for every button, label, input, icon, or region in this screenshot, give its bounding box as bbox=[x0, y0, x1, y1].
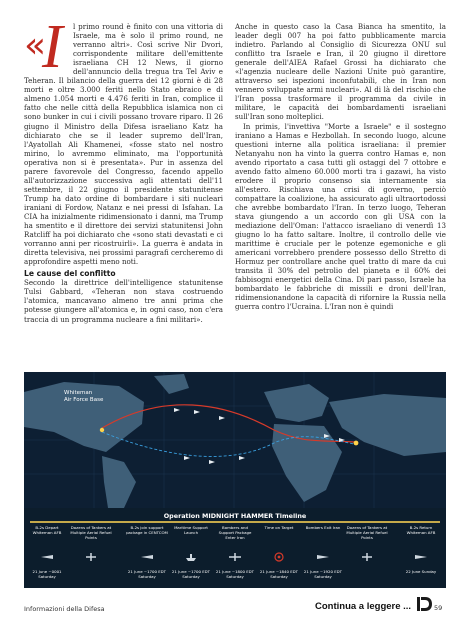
timeline-event: Dozens of Tankers at Multiple Aerial Refuel Points bbox=[346, 525, 388, 540]
article-paragraph: Secondo la direttrice dell'intelligence statunitense Tulsi Gabbard, «Teheran non stava costruendo l'atomica, mancavano almeno tre anni prima che potesse giungere all'atomica e, in ogni caso, non c'era traccia di un programma nucleare a fini militari». bbox=[24, 278, 223, 324]
base-label-text: Whiteman Air Force Base bbox=[64, 390, 104, 403]
article-paragraph: l primo round è finito con una vittoria di Israele, ma è solo il primo round, ne verranno altri». Così scrive Nir Dvori, corrispondente militare dell'emittente israeliana CH 12 News, il giorno dell'annuncio della tregua tra Tel Aviv e Teheran. Il bilancio della guerra dei 12 giorni è di 28 morti e oltre 3.000 feriti nello Stato ebraico e di almeno 1.054 morti e 4.476 feriti in Iran, complice il fatto che nelle città della Repubblica islamica non ci sono bunker in cui i civili possano trovare riparo. Il 26 giugno il Ministro della Difesa israeliano Katz ha dichiarato che se il leader supremo dell'Iran, l'Ayatollah Ali Khamenei, «fosse stato nel nostro mirino, lo avremmo eliminato, ma l'opportunità operativa non si è presentata». Pur in assenza del parere favorevole del Congresso, facendo appello all'autorizzazione successiva agli attentati dell'11 settembre, il 22 giugno il presidente statunitense Trump ha dato ordine di bombardare i siti nucleari iraniani di Fordow, Natanz e nei pressi di Isfahan. La CIA ha inizialmente ridimensionato i danni, ma Trump ha smentito e il direttore dei servizi statunitensi John Ratcliff ha poi dichiarato che «sono stati devastati e ci vorranno anni per ricostruirli». La guerra è andata in diretta televisiva, nei prossimi paragrafi cercheremo di approfondire aspetti meno noti. bbox=[24, 22, 223, 267]
timeline-date: 22 June Sunday bbox=[405, 569, 437, 574]
bomber-icon bbox=[317, 552, 329, 562]
timeline-event: Dozens of Tankers at Multiple Aerial Refuel Points bbox=[70, 525, 112, 540]
timeline-event: B-2s join support package in CENTCOM bbox=[126, 525, 168, 535]
magazine-name: Informazioni della Difesa bbox=[24, 605, 105, 613]
article-paragraph: Anche in questo caso la Casa Bianca ha smentito, la leader degli 007 ha poi fatto pubblicamente marcia indietro. Parlando al Consiglio di Sicurezza ONU sul conflitto tra Israele e Iran, il 20 giugno il direttore generale dell'AIEA Rafael Grossi ha dichiarato che «l'agenzia nucleare delle Nazioni Unite può garantire, attraverso sei ispezioni inconfutabili, che in Iran non vennero sviluppate armi nucleari». Al di là del rischio che l'Iran possa trasformare il programma da civile in militare, le capacità dei bombardamenti israeliani sull'Iran sono molteplici. bbox=[235, 22, 446, 122]
timeline-date: 21 June ~1840 EDT Saturday bbox=[259, 569, 299, 579]
article-right-column bbox=[235, 22, 446, 312]
timeline-event: B-2s Return Whiteman AFB bbox=[406, 525, 436, 535]
article-left-column bbox=[24, 13, 223, 324]
aircraft-icon bbox=[229, 552, 241, 562]
page-number: 59 bbox=[434, 604, 443, 612]
tanker-icon bbox=[85, 552, 97, 562]
operation-map bbox=[24, 372, 446, 508]
timeline-date: 21 June ~0001 Saturday bbox=[32, 569, 62, 579]
timeline-event: B-2s Depart Whiteman AFB bbox=[32, 525, 62, 535]
bomber-icon bbox=[141, 552, 153, 562]
bomber-icon bbox=[415, 552, 427, 562]
whiteman-base-label bbox=[64, 390, 103, 403]
timeline-bar bbox=[30, 521, 440, 523]
target-icon bbox=[273, 552, 285, 562]
timeline-date: 21 June ~1800 EDT Saturday bbox=[215, 569, 255, 579]
timeline-date: 21 June ~1920 EDT Saturday bbox=[303, 569, 343, 579]
timeline-event: Maritime Support Launch bbox=[174, 525, 208, 535]
timeline-date: 21 June ~1700 EDT Saturday bbox=[171, 569, 211, 579]
drop-letter: I bbox=[42, 13, 63, 81]
magazine-logo-icon bbox=[417, 597, 432, 611]
operation-timeline bbox=[24, 508, 446, 588]
timeline-event: Bombers and Support Package Enter Iran bbox=[218, 525, 252, 540]
article-paragraph: In primis, l'invettiva "Morte a Israele" e il sostegno iraniano a Hamas e Hezbollah. In secondo luogo, alcune questioni interne alla politica israeliana: il premier Netanyahu non ha vinto la guerra contro Hamas e, non avendo riportato a casa tutti gli ostaggi del 7 ottobre e avendo fatto almeno 60.000 morti tra i gazawi, ha visto erodere il proprio consenso sia internamente sia all'estero. Rischiava una crisi di governo, perciò compattare la coalizione, ha assicurato agli ultraortodossi che avrebbe bombardato l'Iran. In terzo luogo, Teheran stava giungendo a un accordo con gli USA con la mediazione dell'Oman: l'attacco israeliano di venerdì 13 giugno lo ha fatto saltare. Inoltre, il controllo delle vie marittime è cruciale per le potenze egemoniche e gli americani vorrebbero prendere possesso dello Stretto di Hormuz per controllare anche quel tratto di mare da cui transita il 30% del petrolio del pianeta e il 60% dei fabbisogni energetici della Cina. Di pari passo, Israele ha bombardato le fabbriche di missili e droni dell'Iran, ridimensionandone la capacità di rifornire la Russia nella guerra contro l'Ucraina. L'Iran non è quindi bbox=[235, 121, 446, 312]
timeline-title: Operation MIDNIGHT HAMMER Timeline bbox=[163, 512, 307, 520]
timeline-date: 21 June ~1700 EDT Saturday bbox=[127, 569, 167, 579]
opening-quote-mark: « bbox=[24, 25, 47, 66]
continue-reading-link[interactable]: Continua a leggere ... bbox=[315, 601, 412, 612]
bomber-icon bbox=[41, 552, 53, 562]
timeline-event: Bombers Exit Iran bbox=[305, 525, 341, 530]
timeline-event: Time on Target bbox=[264, 525, 294, 530]
dropcap bbox=[24, 13, 69, 81]
ship-icon bbox=[185, 552, 197, 562]
tanker-icon bbox=[361, 552, 373, 562]
section-heading: Le cause del conflitto bbox=[24, 269, 116, 279]
